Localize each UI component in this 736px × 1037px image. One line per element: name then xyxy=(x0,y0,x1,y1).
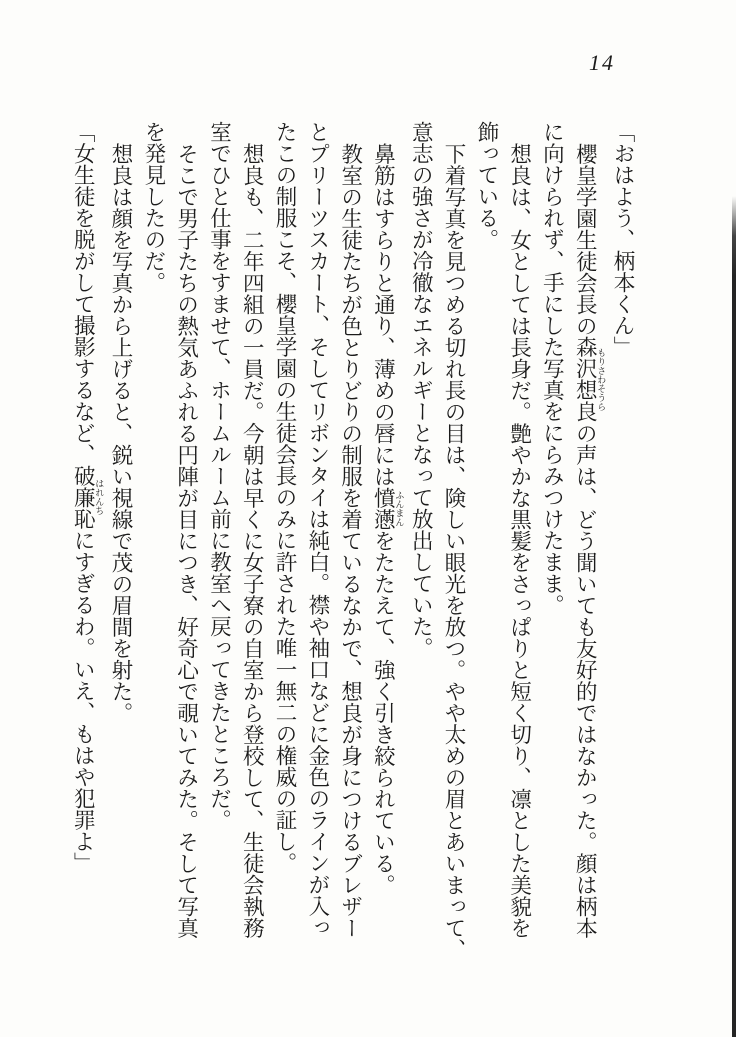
text-column-6 xyxy=(437,121,470,960)
text-run: 「女生徒を脱がして撮影するなど、 xyxy=(71,121,96,465)
text-column-11 xyxy=(268,121,301,957)
text-run: 「おはよう、柄本くん」 xyxy=(611,121,635,358)
text-run: 櫻皇学園生徒会長の xyxy=(573,142,598,336)
text-run: の声は、どう聞いても友好的ではなかった。顔は柄本 xyxy=(573,422,598,938)
furigana: はれんち xyxy=(94,465,105,530)
text-column-14 xyxy=(170,121,203,957)
text-run: 教室の生徒たちが色とりどりの制服を着ているなかで、想良が身につけるブレザー xyxy=(338,142,363,938)
text-run: にすぎるわ。いえ、もはや犯罪よ」 xyxy=(71,529,96,874)
text-column-8 xyxy=(367,121,405,957)
novel-text-block xyxy=(66,121,639,960)
text-column-7 xyxy=(404,121,437,957)
text-run: 鼻筋はすらりと通り、薄めの唇には xyxy=(371,142,396,487)
text-run: に向けられず、手にした写真をにらみつけたまま。 xyxy=(540,121,565,616)
text-column-1 xyxy=(606,121,639,957)
text-column-12 xyxy=(235,121,268,957)
text-run: を発見したのだ。 xyxy=(141,121,166,293)
text-run: たこの制服こそ、櫻皇学園の生徒会長のみに許された唯一無二の権威の証し。 xyxy=(273,121,298,874)
text-run: 下着写真を見つめる切れ長の目は、険しい眼光を放つ。やや太めの眉とあいまって、 xyxy=(442,142,467,960)
text-column-13 xyxy=(203,121,236,957)
furigana: ふんまん xyxy=(394,486,405,530)
text-run: 室でひと仕事をすませて、ホームルーム前に教室へ戻ってきたところだ。 xyxy=(207,121,232,831)
ruby-base-text: 破廉恥 はれんち xyxy=(71,465,105,530)
text-column-17 xyxy=(66,121,104,957)
text-run: 飾っている。 xyxy=(474,121,499,250)
ruby-base-text: 憤懣 ふんまん xyxy=(371,486,405,530)
text-run: 想良も、二年四組の一員だ。今朝は早くに女子寮の自室から登校して、生徒会執務 xyxy=(240,142,265,938)
text-column-16 xyxy=(104,121,137,957)
furigana: もりさわそうら xyxy=(596,336,607,422)
text-column-2 xyxy=(568,121,606,957)
text-run: 想良は、女としては長身だ。艶やかな黒髪をさっぱりと短く切り、凛とした美貌を xyxy=(507,142,532,938)
text-run: 想良は顔を写真から上げると、鋭い視線で茂の眉間を射た。 xyxy=(109,142,134,723)
text-column-9 xyxy=(334,121,367,957)
page-number: 14 xyxy=(589,50,615,75)
page-edge-shadow xyxy=(732,196,736,1037)
text-column-4 xyxy=(503,121,536,957)
text-run: そこで男子たちの熱気あふれる円陣が目につき、好奇心で覗いてみた。そして写真 xyxy=(174,142,199,938)
text-column-3 xyxy=(536,121,569,957)
text-run: とプリーツスカート、そしてリボンタイは純白。襟や袖口などに金色のラインが入っ xyxy=(305,121,330,938)
ruby-base-text: 森沢想良 もりさわそうら xyxy=(573,336,607,422)
text-column-5 xyxy=(470,121,503,957)
text-column-15 xyxy=(137,121,170,957)
text-run: 意志の強さが冷徹なエネルギーとなって放出していた。 xyxy=(409,121,434,659)
text-run: をたたえて、強く引き絞られている。 xyxy=(371,529,396,895)
text-column-10 xyxy=(301,121,334,957)
